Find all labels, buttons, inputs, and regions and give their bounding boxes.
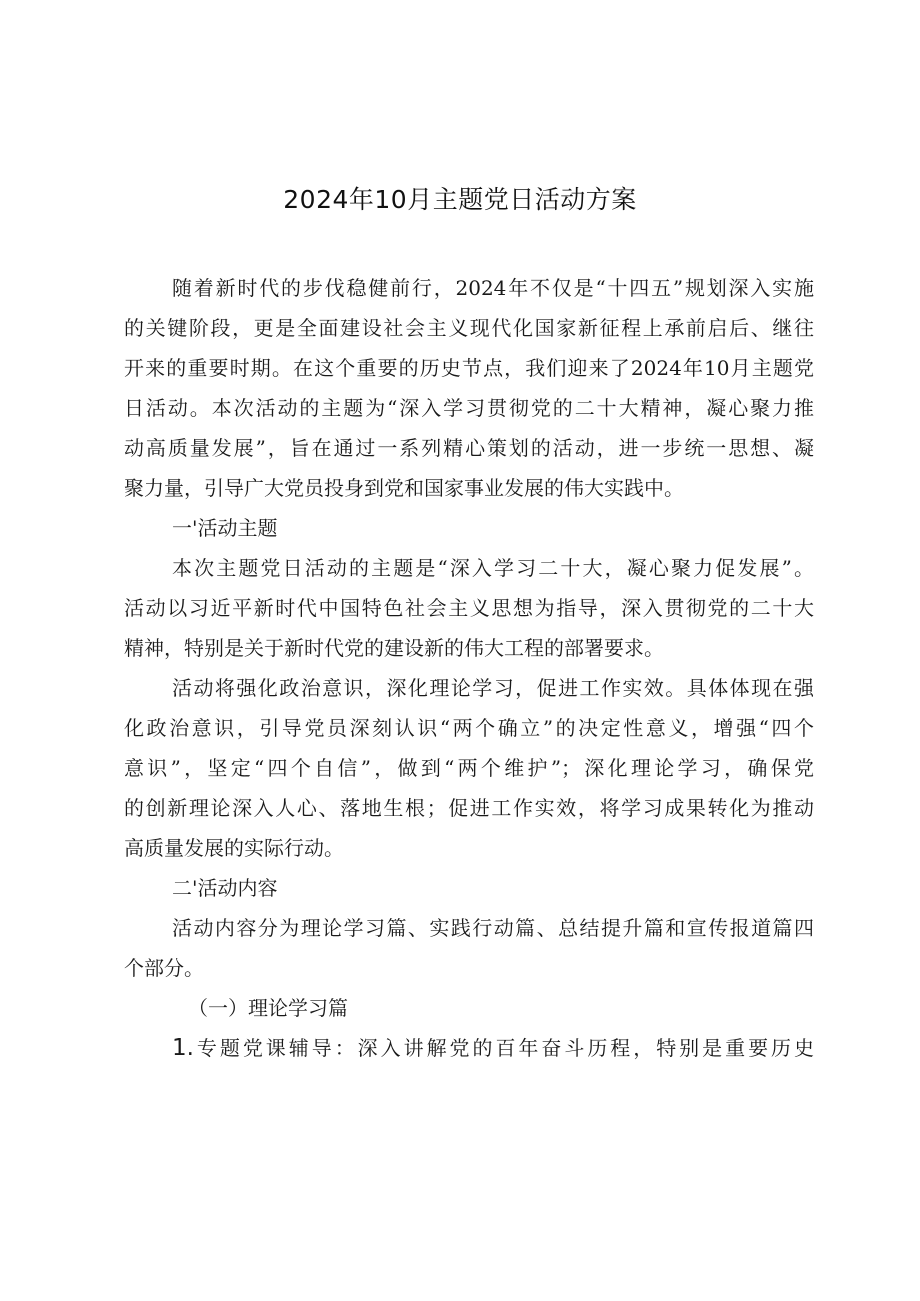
numbered-item xyxy=(124,1028,814,1068)
text-line: 开来的重要时期。在这个重要的历史节点，我们迎来了2024年10月主题党 xyxy=(124,356,814,380)
text-line: 本次主题党日活动的主题是“深入学习二十大，凝心聚力促发展”。 xyxy=(172,556,814,580)
subsection-heading-theory: （一）理论学习篇 xyxy=(188,996,348,1020)
document-body xyxy=(124,268,814,1068)
text-line: 个部分。 xyxy=(124,956,204,980)
text-line: 随着新时代的步伐稳健前行，2024年不仅是“十四五”规划深入实施 xyxy=(172,276,814,300)
text-line: 活动将强化政治意识，深化理论学习，促进工作实效。具体体现在强 xyxy=(172,676,814,700)
paragraph-theme xyxy=(124,548,814,668)
section-heading-content: 二'活动内容 xyxy=(172,876,278,900)
text-line: 活动以习近平新时代中国特色社会主义思想为指导，深入贯彻党的二十大 xyxy=(124,596,814,620)
paragraph-intro xyxy=(124,268,814,508)
paragraph-goals xyxy=(124,668,814,868)
text-line: 日活动。本次活动的主题为“深入学习贯彻党的二十大精神，凝心聚力推 xyxy=(124,396,814,420)
document-title: 2024年10月主题党日活动方案 xyxy=(283,185,637,214)
text-line: 意识”，坚定“四个自信”，做到“两个维护”；深化理论学习，确保党 xyxy=(124,756,814,780)
text-line: 精神，特别是关于新时代党的建设新的伟大工程的部署要求。 xyxy=(124,636,664,660)
paragraph-content xyxy=(124,908,814,988)
section-heading-theme: 一'活动主题 xyxy=(172,516,278,540)
text-line: 活动内容分为理论学习篇、实践行动篇、总结提升篇和宣传报道篇四 xyxy=(172,916,814,940)
text-line: 动高质量发展”，旨在通过一系列精心策划的活动，进一步统一思想、凝 xyxy=(124,436,814,460)
item-text: 专题党课辅导：深入讲解党的百年奋斗历程，特别是重要历史 xyxy=(193,1036,814,1060)
text-line: 的关键阶段，更是全面建设社会主义现代化国家新征程上承前启后、继往 xyxy=(124,316,814,340)
text-line: 化政治意识，引导党员深刻认识“两个确立”的决定性意义，增强“四个 xyxy=(124,716,814,740)
text-line: 的创新理论深入人心、落地生根；促进工作实效，将学习成果转化为推动 xyxy=(124,796,814,820)
text-line: 高质量发展的实际行动。 xyxy=(124,836,344,860)
text-line: 聚力量，引导广大党员投身到党和国家事业发展的伟大实践中。 xyxy=(124,476,684,500)
item-number: 1. xyxy=(172,1035,194,1061)
